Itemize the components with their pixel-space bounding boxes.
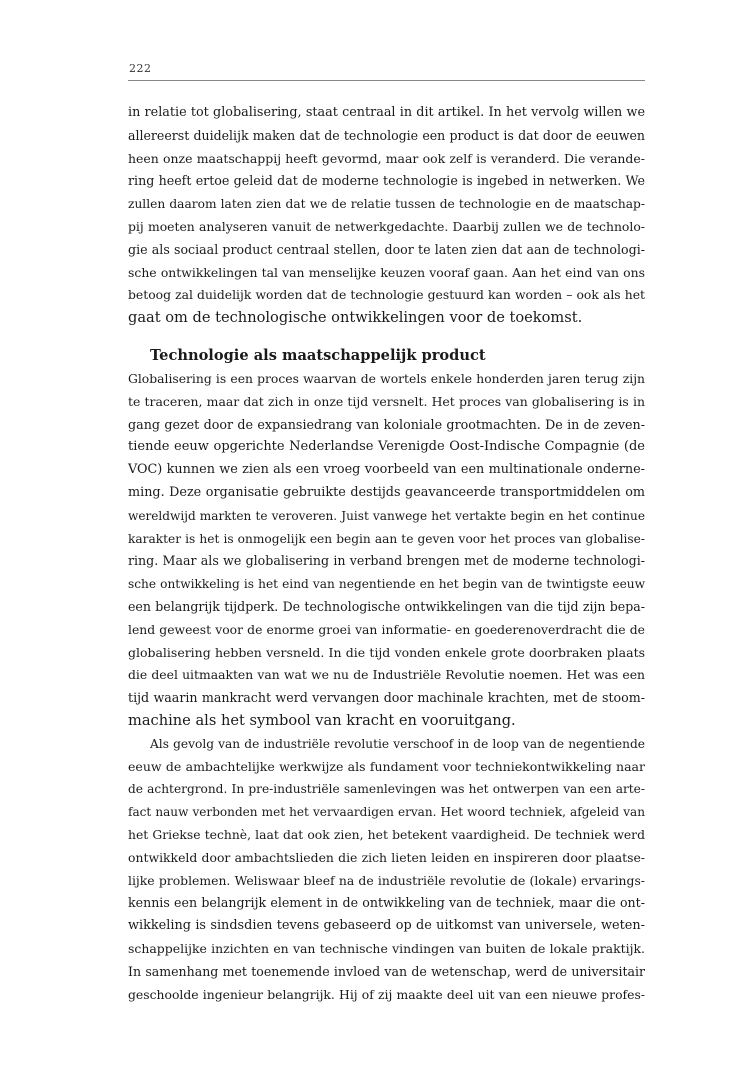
text-line: lend geweest voor de enorme groei van informatie- en goederenoverdracht die de (128, 622, 645, 637)
text-line: geschoolde ingenieur belangrijk. Hij of zij maakte deel uit van een nieuwe profes- (128, 987, 645, 1002)
text-line: eeuw de ambachtelijke werkwijze als fundament voor techniekontwikkeling naar (128, 758, 645, 774)
text-line: pij moeten analyseren vanuit de netwerkgedachte. Daarbij zullen we de technolo- (128, 218, 645, 234)
section-body (128, 368, 645, 1006)
text-line: Globalisering is een proces waarvan de wortels enkele honderden jaren terug zijn (128, 372, 645, 386)
text-line: gang gezet door de expansiedrang van koloniale grootmachten. De in de zeven- (128, 416, 645, 432)
text-line: wikkeling is sindsdien tevens gebaseerd op de uitkomst van universele, weten- (128, 918, 645, 934)
text-line: tijd waarin mankracht werd vervangen door machinale krachten, met de stoom- (128, 690, 645, 706)
text-line: ring heeft ertoe geleid dat de moderne technologie is ingebed in netwerken. We (128, 173, 645, 189)
text-line: Als gevolg van de industriële revolutie verschoof in de loop van de negentiende (150, 736, 645, 751)
text-line: betoog zal duidelijk worden dat de technologie gestuurd kan worden – ook als het (128, 288, 645, 303)
text-line: wereldwijd markten te veroveren. Juist vanwege het vertakte begin en het continue (128, 508, 645, 523)
text-line: tiende eeuw opgerichte Nederlandse Verenigde Oost-Indische Compagnie (de (128, 439, 645, 455)
intro-paragraph (128, 102, 645, 330)
text-line: een belangrijk tijdperk. De technologische ontwikkelingen van die tijd zijn bepa- (128, 598, 645, 614)
page-number: 222 (129, 62, 152, 75)
text-line: karakter is het is onmogelijk een begin aan te geven voor het proces van globalise- (128, 531, 645, 546)
text-line: ontwikkeld door ambachtslieden die zich lieten leiden en inspireren door plaatse- (128, 849, 645, 865)
text-line: gie als sociaal product centraal stellen, door te laten zien dat aan de technologi- (128, 241, 645, 257)
header-rule (128, 80, 645, 81)
text-line: allereerst duidelijk maken dat de technologie een product is dat door de eeuwen (128, 127, 645, 143)
text-line: in relatie tot globalisering, staat centraal in dit artikel. In het vervolg willen we (128, 105, 645, 120)
text-line: zullen daarom laten zien dat we de relatie tussen de technologie en de maatschap- (128, 197, 645, 212)
text-line: schappelijke inzichten en van technische vindingen van buiten de lokale praktijk. (128, 940, 645, 956)
text-line: machine als het symbool van kracht en vooruitgang. (128, 711, 516, 729)
text-line: sche ontwikkelingen tal van menselijke keuzen vooraf gaan. Aan het eind van ons (128, 264, 645, 280)
text-line: lijke problemen. Weliswaar bleef na de industriële revolutie de (lokale) ervarings- (128, 872, 645, 888)
text-line: het Griekse technè, laat dat ook zien, het betekent vaardigheid. De techniek werd (128, 827, 645, 842)
text-line: sche ontwikkeling is het eind van negentiende en het begin van de twintigste eeuw (128, 577, 645, 592)
text-line: kennis een belangrijk element in de ontwikkeling van de techniek, maar die ont- (128, 895, 645, 911)
text-line: ming. Deze organisatie gebruikte destijds geavanceerde transportmiddelen om (128, 484, 645, 500)
section-heading: Technologie als maatschappelijk product (150, 347, 486, 364)
text-line: fact nauw verbonden met het vervaardigen ervan. Het woord techniek, afgeleid van (128, 805, 645, 820)
text-line: globalisering hebben versneld. In die tijd vonden enkele grote doorbraken plaats (128, 644, 645, 660)
text-line: te traceren, maar dat zich in onze tijd versnelt. Het proces van globalisering is in (128, 393, 645, 409)
text-line: In samenhang met toenemende invloed van de wetenschap, werd de universitair (128, 963, 645, 979)
text-line: gaat om de technologische ontwikkelingen voor de toekomst. (128, 309, 583, 327)
text-line: die deel uitmaakten van wat we nu de Industriële Revolutie noemen. Het was een (128, 667, 645, 683)
text-line: de achtergrond. In pre-industriële samenlevingen was het ontwerpen van een arte- (128, 782, 645, 797)
text-line: VOC) kunnen we zien als een vroeg voorbeeld van een multinationale onderne- (128, 462, 645, 478)
text-line: ring. Maar als we globalisering in verband brengen met de moderne technologi- (128, 553, 645, 569)
text-line: heen onze maatschappij heeft gevormd, maar ook zelf is veranderd. Die verande- (128, 150, 645, 166)
